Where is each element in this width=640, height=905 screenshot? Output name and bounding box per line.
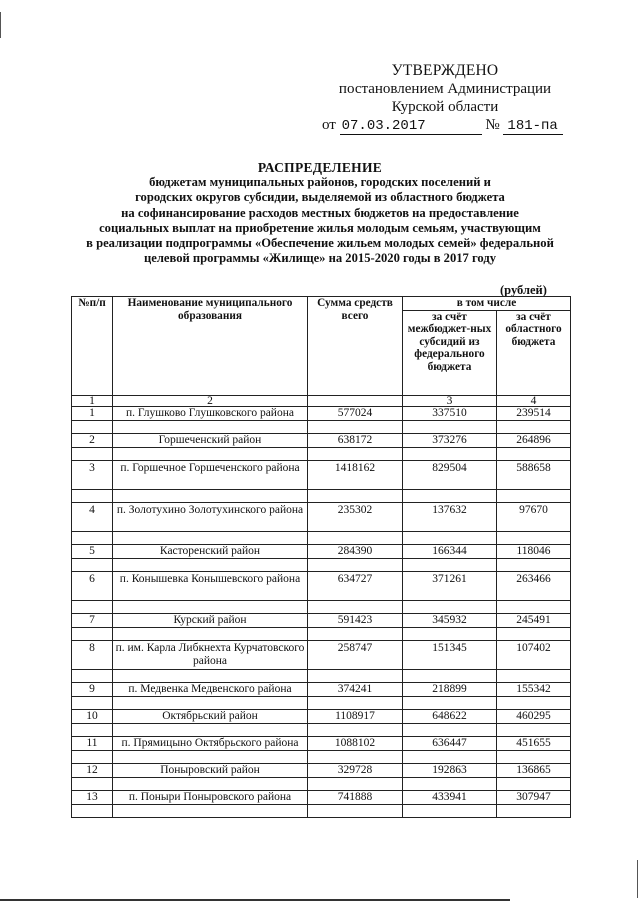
approval-line-2: Курской области: [391, 99, 499, 115]
column-number: [308, 395, 403, 406]
cell-num: 9: [72, 682, 113, 696]
cell-federal: 636447: [403, 736, 497, 750]
cell-regional: 451655: [497, 736, 571, 750]
spacer-row: [72, 447, 571, 460]
cell-total: 374241: [308, 682, 403, 696]
cell-name: п. Прямицыно Октябрьского района: [113, 736, 308, 750]
date-prefix: от: [322, 117, 336, 133]
cell-federal: 345932: [403, 613, 497, 627]
cell-name: Октябрьский район: [113, 709, 308, 723]
cell-total: 258747: [308, 640, 403, 669]
cell-regional: 239514: [497, 406, 571, 420]
units-label: (рублей): [500, 283, 547, 297]
cell-name: п. Конышевка Конышевского района: [113, 571, 308, 600]
cell-regional: 107402: [497, 640, 571, 669]
cell-total: 638172: [308, 433, 403, 447]
cell-total: 1088102: [308, 736, 403, 750]
cell-total: 634727: [308, 571, 403, 600]
spacer-row: [72, 696, 571, 709]
cell-total: 1108917: [308, 709, 403, 723]
table-row: [72, 709, 571, 723]
cell-regional: 245491: [497, 613, 571, 627]
column-number: 3: [403, 395, 497, 406]
document-heading: [60, 160, 580, 266]
heading-line: на софинансирование расходов местных бюджетов на предоставление: [121, 205, 519, 220]
cell-name: п. Горшечное Горшеченского района: [113, 460, 308, 489]
cell-num: 7: [72, 613, 113, 627]
table-row: [72, 406, 571, 420]
heading-title: РАСПРЕДЕЛЕНИЕ: [257, 160, 383, 175]
scan-artifact-left: [0, 12, 1, 38]
cell-name: п. им. Карла Либкнехта Курчатовского района: [113, 640, 308, 669]
cell-total: 577024: [308, 406, 403, 420]
table-row: [72, 544, 571, 558]
approval-line-1: постановлением Администрации: [338, 81, 552, 97]
page-bottom-rule: [0, 899, 510, 901]
header-name: Наименование муниципального образования: [113, 297, 308, 396]
cell-num: 1: [72, 406, 113, 420]
cell-name: Поныровский район: [113, 763, 308, 777]
spacer-row: [72, 723, 571, 736]
approval-date: 07.03.2017: [340, 119, 482, 135]
heading-line: целевой программы «Жилище» на 2015-2020 годы в 2017 году: [143, 251, 497, 266]
cell-total: 284390: [308, 544, 403, 558]
cell-regional: 263466: [497, 571, 571, 600]
heading-line: в реализации подпрограммы «Обеспечение жильем молодых семей» федеральной: [86, 236, 554, 251]
spacer-row: [72, 804, 571, 817]
cell-num: 11: [72, 736, 113, 750]
table-row: [72, 736, 571, 750]
cell-federal: 218899: [403, 682, 497, 696]
cell-federal: 337510: [403, 406, 497, 420]
heading-line: бюджетам муниципальных районов, городских поселений и: [149, 175, 491, 190]
cell-regional: 307947: [497, 790, 571, 804]
spacer-row: [72, 558, 571, 571]
table-row: [72, 682, 571, 696]
column-number: 4: [497, 395, 571, 406]
cell-regional: 136865: [497, 763, 571, 777]
spacer-row: [72, 627, 571, 640]
spacer-row: [72, 531, 571, 544]
heading-line: социальных выплат на приобретение жилья молодым семьям, участвующим: [99, 220, 541, 235]
approval-title: УТВЕРЖДЕНО: [391, 62, 499, 79]
cell-num: 8: [72, 640, 113, 669]
cell-total: 329728: [308, 763, 403, 777]
table-row: [72, 763, 571, 777]
cell-name: п. Поныри Поныровского района: [113, 790, 308, 804]
cell-num: 13: [72, 790, 113, 804]
cell-num: 4: [72, 502, 113, 531]
number-prefix: №: [485, 117, 500, 133]
cell-federal: 433941: [403, 790, 497, 804]
table-row: [72, 790, 571, 804]
header-including: в том числе: [403, 297, 571, 311]
table-row: [72, 613, 571, 627]
spacer-row: [72, 420, 571, 433]
table-row: [72, 640, 571, 669]
cell-federal: 371261: [403, 571, 497, 600]
cell-num: 6: [72, 571, 113, 600]
cell-regional: 588658: [497, 460, 571, 489]
column-number: 2: [113, 395, 308, 406]
header-regional: за счёт областного бюджета: [497, 310, 571, 395]
header-total: Сумма средств всего: [308, 297, 403, 396]
cell-name: Касторенский район: [113, 544, 308, 558]
approval-stamp: [300, 62, 590, 135]
header-num: №п/п: [72, 297, 113, 396]
cell-federal: 137632: [403, 502, 497, 531]
header-federal: за счёт межбюджет-ных субсидий из федерального бюджета: [403, 310, 497, 395]
cell-name: п. Золотухино Золотухинского района: [113, 502, 308, 531]
cell-num: 2: [72, 433, 113, 447]
cell-federal: 829504: [403, 460, 497, 489]
cell-regional: 97670: [497, 502, 571, 531]
heading-line: городских округов субсидии, выделяемой из областного бюджета: [135, 190, 505, 205]
cell-name: Курский район: [113, 613, 308, 627]
cell-regional: 155342: [497, 682, 571, 696]
cell-federal: 373276: [403, 433, 497, 447]
spacer-row: [72, 750, 571, 763]
cell-name: п. Глушково Глушковского района: [113, 406, 308, 420]
scan-artifact-right: [637, 860, 638, 898]
cell-num: 3: [72, 460, 113, 489]
cell-federal: 151345: [403, 640, 497, 669]
approval-date-line: [300, 116, 590, 135]
cell-name: Горшеченский район: [113, 433, 308, 447]
cell-num: 5: [72, 544, 113, 558]
spacer-row: [72, 600, 571, 613]
cell-federal: 648622: [403, 709, 497, 723]
distribution-table: [71, 296, 571, 818]
cell-regional: 460295: [497, 709, 571, 723]
table-row: [72, 571, 571, 600]
cell-total: 235302: [308, 502, 403, 531]
cell-total: 741888: [308, 790, 403, 804]
cell-federal: 166344: [403, 544, 497, 558]
cell-num: 12: [72, 763, 113, 777]
spacer-row: [72, 777, 571, 790]
spacer-row: [72, 669, 571, 682]
cell-federal: 192863: [403, 763, 497, 777]
table-row: [72, 502, 571, 531]
column-number: 1: [72, 395, 113, 406]
table-row: [72, 433, 571, 447]
approval-number: 181-па: [503, 119, 563, 135]
cell-total: 591423: [308, 613, 403, 627]
cell-num: 10: [72, 709, 113, 723]
table-row: [72, 460, 571, 489]
cell-regional: 264896: [497, 433, 571, 447]
cell-regional: 118046: [497, 544, 571, 558]
spacer-row: [72, 489, 571, 502]
cell-name: п. Медвенка Медвенского района: [113, 682, 308, 696]
cell-total: 1418162: [308, 460, 403, 489]
